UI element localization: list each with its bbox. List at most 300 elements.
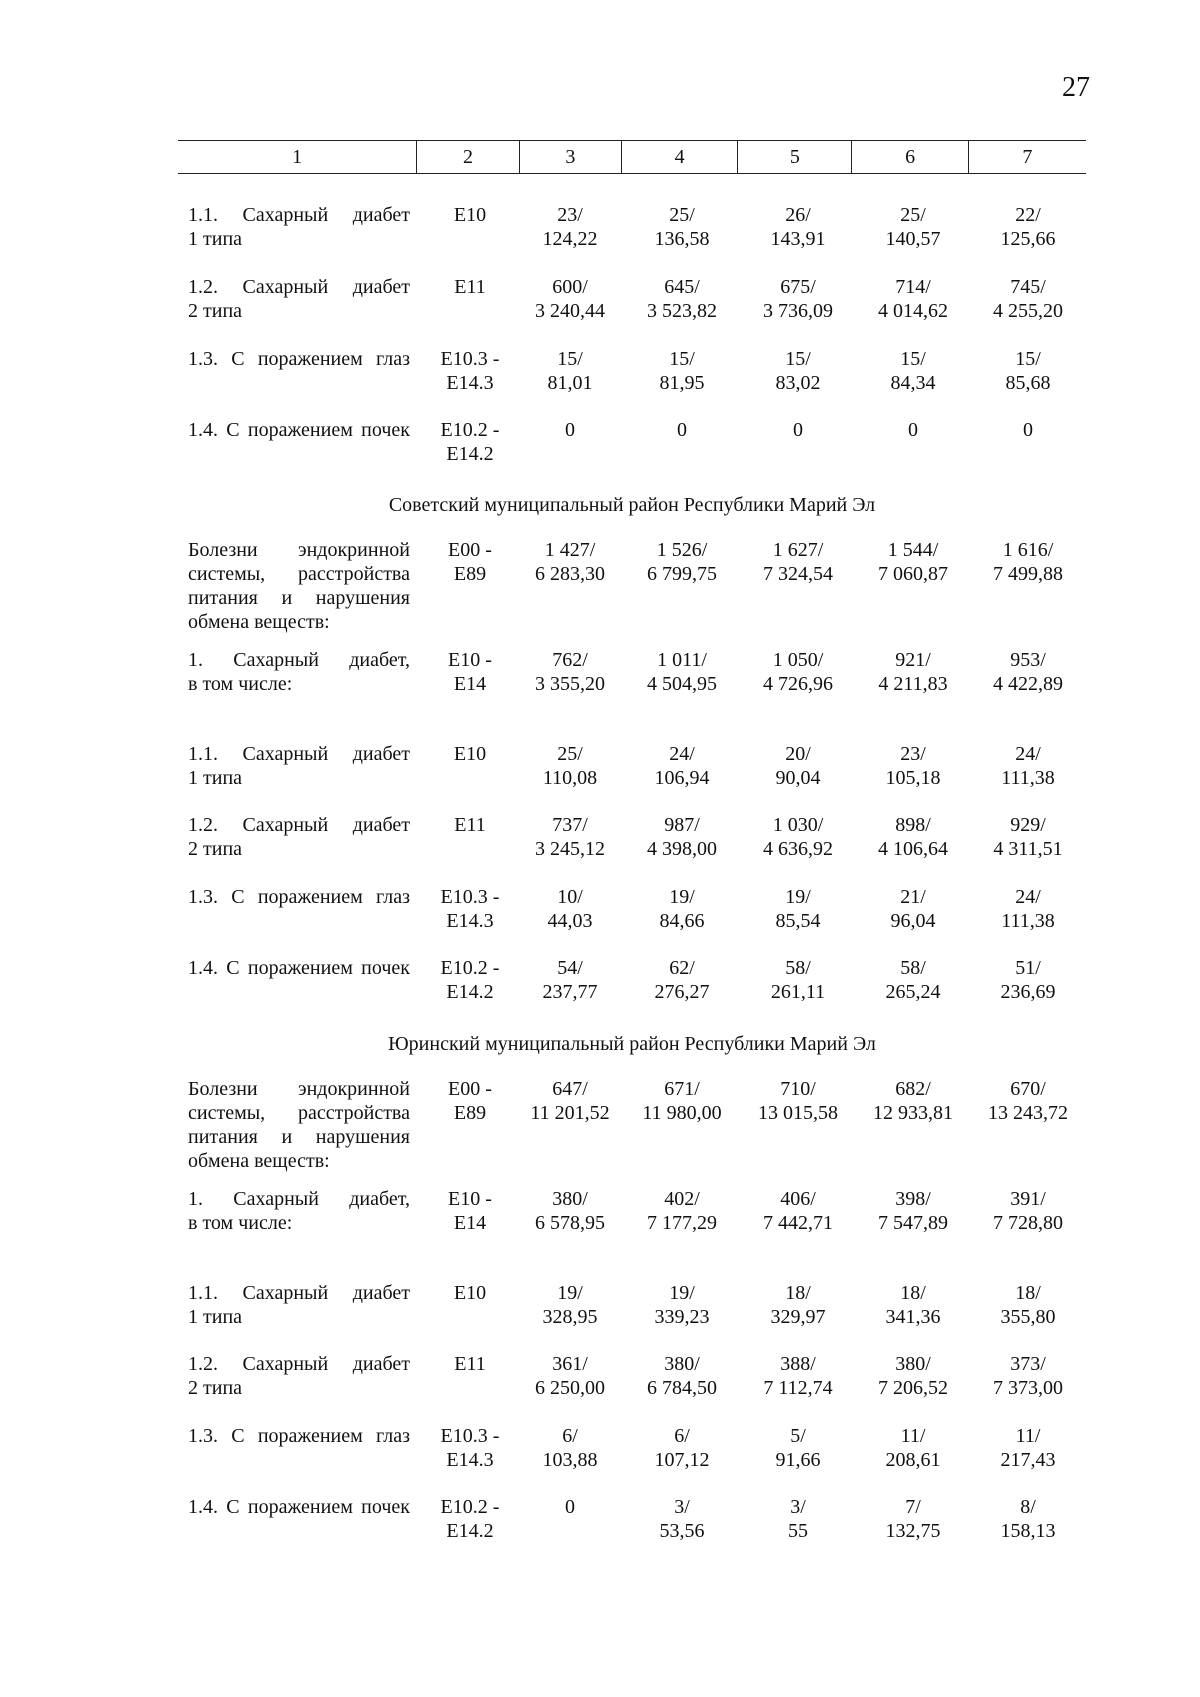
- value-cell: [632, 742, 732, 790]
- value-count: 19/: [669, 1282, 695, 1304]
- icd-code: [420, 1424, 520, 1472]
- value-count: 15/: [900, 348, 926, 370]
- row-label-line: 1.2. Сахарный диабет: [188, 276, 410, 298]
- value-cell: [632, 1352, 732, 1400]
- row-label: [188, 956, 410, 980]
- value-rate: 11 201,52: [530, 1102, 610, 1124]
- icd-code: [420, 275, 520, 299]
- value-count: 762/: [552, 649, 588, 671]
- value-count: 15/: [557, 348, 583, 370]
- value-rate: 110,08: [542, 767, 598, 789]
- value-rate: 111,38: [1001, 767, 1055, 789]
- icd-code: [420, 1077, 520, 1125]
- value-count: 953/: [1010, 649, 1046, 671]
- value-rate: 339,23: [654, 1306, 710, 1328]
- value-cell: [520, 1077, 620, 1125]
- row-label: [188, 885, 410, 909]
- value-rate: 4 255,20: [993, 300, 1063, 322]
- value-cell: [632, 648, 732, 696]
- value-count: 23/: [557, 204, 583, 226]
- icd-code: [420, 648, 520, 696]
- value-rate: 7 206,52: [878, 1377, 948, 1399]
- value-cell: [520, 203, 620, 251]
- icd-code-line: E14: [453, 673, 487, 695]
- value-cell: [978, 203, 1078, 251]
- value-rate: 276,27: [654, 981, 710, 1003]
- value-count: 25/: [669, 204, 695, 226]
- value-cell: [978, 1424, 1078, 1472]
- value-rate: 3 736,09: [763, 300, 833, 322]
- value-rate: 6 578,95: [535, 1212, 605, 1234]
- value-cell: [632, 1495, 732, 1543]
- value-rate: 4 636,92: [763, 838, 833, 860]
- value-count: 24/: [1015, 886, 1041, 908]
- header-cell: 7: [968, 141, 1086, 174]
- row-label-line: 1.4. С поражением почек: [188, 957, 410, 979]
- value-rate: 7 547,89: [878, 1212, 948, 1234]
- value-count: 62/: [669, 957, 695, 979]
- value-count: 398/: [895, 1188, 931, 1210]
- value-rate: 4 422,89: [993, 673, 1063, 695]
- value-count: 7/: [905, 1496, 921, 1518]
- value-count: 406/: [780, 1188, 816, 1210]
- value-count: 1 616/: [1002, 539, 1054, 561]
- row-label-line: 1 типа: [188, 767, 243, 789]
- value-rate: 4 211,83: [878, 673, 948, 695]
- value-cell: [978, 885, 1078, 933]
- value-count: 600/: [552, 276, 588, 298]
- value-rate: 13 015,58: [758, 1102, 838, 1124]
- row-label: [188, 813, 410, 861]
- value-rate: 4 504,95: [647, 673, 717, 695]
- value-cell: [632, 418, 732, 442]
- row-label-line: 1.2. Сахарный диабет: [188, 814, 410, 836]
- value-count: 929/: [1010, 814, 1046, 836]
- row-label: [188, 1077, 410, 1173]
- value-cell: [748, 742, 848, 790]
- value-count: 22/: [1015, 204, 1041, 226]
- value-cell: [863, 347, 963, 395]
- value-rate: 91,66: [775, 1449, 821, 1471]
- value-rate: 85,68: [1005, 372, 1051, 394]
- row-label-line: 1 типа: [188, 1306, 243, 1328]
- value-rate: 4 311,51: [993, 838, 1063, 860]
- value-cell: [748, 813, 848, 861]
- value-count: 402/: [664, 1188, 700, 1210]
- page-number: 27: [1062, 72, 1090, 103]
- value-count: 0: [565, 419, 575, 441]
- value-rate: 125,66: [1000, 228, 1056, 250]
- value-cell: [748, 418, 848, 442]
- value-rate: 7 177,29: [647, 1212, 717, 1234]
- value-rate: 7 060,87: [878, 563, 948, 585]
- icd-code-line: E10.3 -: [440, 348, 500, 370]
- header-cell: 3: [519, 141, 621, 174]
- icd-code-line: E14.2: [446, 981, 494, 1003]
- value-cell: [520, 1352, 620, 1400]
- value-count: 987/: [664, 814, 700, 836]
- value-rate: 106,94: [654, 767, 710, 789]
- value-count: 18/: [785, 1282, 811, 1304]
- icd-code-line: E14.2: [446, 443, 494, 465]
- value-rate: 143,91: [770, 228, 826, 250]
- value-cell: [978, 1187, 1078, 1235]
- value-rate: 341,36: [885, 1306, 941, 1328]
- value-count: 10/: [557, 886, 583, 908]
- value-count: 54/: [557, 957, 583, 979]
- value-count: 0: [1023, 419, 1033, 441]
- icd-code: [420, 347, 520, 395]
- value-cell: [863, 538, 963, 586]
- value-cell: [748, 1077, 848, 1125]
- value-count: 380/: [664, 1353, 700, 1375]
- row-label-line: 1.3. С поражением глаз: [188, 348, 410, 370]
- value-rate: 103,88: [542, 1449, 598, 1471]
- value-count: 1 427/: [544, 539, 596, 561]
- value-rate: 12 933,81: [873, 1102, 953, 1124]
- value-rate: 6 799,75: [647, 563, 717, 585]
- value-count: 745/: [1010, 276, 1046, 298]
- value-cell: [748, 347, 848, 395]
- section-title: Юринский муниципальный район Республики Марий Эл: [388, 1033, 876, 1055]
- row-label: [188, 347, 410, 371]
- value-count: 1 627/: [772, 539, 824, 561]
- row-label: [188, 1495, 410, 1519]
- icd-code-line: E00 -: [448, 539, 492, 561]
- value-rate: 237,77: [542, 981, 598, 1003]
- row-label-line: 1.4. С поражением почек: [188, 419, 410, 441]
- value-cell: [632, 275, 732, 323]
- value-cell: [632, 347, 732, 395]
- icd-code-line: E14.2: [446, 1520, 494, 1542]
- value-cell: [632, 885, 732, 933]
- row-label-line: 2 типа: [188, 838, 243, 860]
- value-cell: [520, 648, 620, 696]
- row-label-line: Болезни эндокринной: [188, 539, 410, 561]
- value-rate: 55: [788, 1520, 808, 1542]
- row-label: [188, 1187, 410, 1235]
- value-cell: [978, 742, 1078, 790]
- value-rate: 96,04: [890, 910, 936, 932]
- value-cell: [520, 275, 620, 323]
- value-rate: 4 014,62: [878, 300, 948, 322]
- value-count: 26/: [785, 204, 811, 226]
- icd-code-line: E10 -: [448, 1188, 492, 1210]
- value-rate: 7 499,88: [993, 563, 1063, 585]
- value-cell: [863, 956, 963, 1004]
- value-count: 0: [793, 419, 803, 441]
- value-rate: 7 112,74: [763, 1377, 833, 1399]
- value-count: 647/: [552, 1078, 588, 1100]
- value-rate: 3 245,12: [535, 838, 605, 860]
- value-cell: [632, 956, 732, 1004]
- value-rate: 217,43: [1000, 1449, 1056, 1471]
- row-label-line: 1 типа: [188, 228, 243, 250]
- row-label-line: 1.4. С поражением почек: [188, 1496, 410, 1518]
- value-count: 15/: [1015, 348, 1041, 370]
- value-cell: [748, 956, 848, 1004]
- value-cell: [978, 813, 1078, 861]
- icd-code: [420, 418, 520, 466]
- row-label-line: обмена веществ:: [188, 1150, 330, 1172]
- value-rate: 83,02: [775, 372, 821, 394]
- value-rate: 111,38: [1001, 910, 1055, 932]
- value-cell: [520, 418, 620, 442]
- value-rate: 7 324,54: [763, 563, 833, 585]
- row-label: [188, 1281, 410, 1329]
- value-count: 18/: [1015, 1282, 1041, 1304]
- value-count: 51/: [1015, 957, 1041, 979]
- value-cell: [863, 203, 963, 251]
- value-count: 24/: [1015, 743, 1041, 765]
- value-count: 361/: [552, 1353, 588, 1375]
- value-rate: 107,12: [654, 1449, 710, 1471]
- column-header: [178, 140, 1086, 174]
- value-cell: [978, 1352, 1078, 1400]
- value-rate: 7 442,71: [763, 1212, 833, 1234]
- icd-code-line: E11: [454, 276, 486, 298]
- value-rate: 53,56: [659, 1520, 705, 1542]
- value-cell: [978, 275, 1078, 323]
- row-label-line: 1. Сахарный диабет,: [188, 649, 410, 671]
- value-cell: [863, 1281, 963, 1329]
- value-cell: [978, 956, 1078, 1004]
- value-count: 682/: [895, 1078, 931, 1100]
- header-cell: 2: [417, 141, 519, 174]
- header-cell: 5: [738, 141, 852, 174]
- row-label-line: 1.3. С поражением глаз: [188, 1425, 410, 1447]
- value-cell: [632, 1077, 732, 1125]
- row-label-line: системы, расстройства: [188, 1102, 410, 1124]
- row-label: [188, 742, 410, 790]
- section-title: Советский муниципальный район Республики Марий Эл: [388, 494, 876, 516]
- icd-code-line: E10.2 -: [440, 1496, 500, 1518]
- value-cell: [520, 885, 620, 933]
- value-rate: 44,03: [547, 910, 593, 932]
- icd-code-line: E11: [454, 1353, 486, 1375]
- value-count: 0: [908, 419, 918, 441]
- value-count: 1 050/: [772, 649, 824, 671]
- icd-code: [420, 1495, 520, 1543]
- value-count: 58/: [785, 957, 811, 979]
- value-rate: 236,69: [1000, 981, 1056, 1003]
- row-label-line: 1. Сахарный диабет,: [188, 1188, 410, 1210]
- value-count: 19/: [669, 886, 695, 908]
- value-cell: [863, 1077, 963, 1125]
- value-count: 898/: [895, 814, 931, 836]
- row-label-line: 1.2. Сахарный диабет: [188, 1353, 410, 1375]
- icd-code-line: E89: [453, 563, 487, 585]
- value-cell: [978, 347, 1078, 395]
- value-cell: [748, 885, 848, 933]
- value-count: 373/: [1010, 1353, 1046, 1375]
- value-rate: 4 398,00: [647, 838, 717, 860]
- icd-code-line: E00 -: [448, 1078, 492, 1100]
- value-cell: [632, 813, 732, 861]
- value-count: 5/: [790, 1425, 806, 1447]
- value-count: 391/: [1010, 1188, 1046, 1210]
- value-rate: 6 283,30: [535, 563, 605, 585]
- icd-code: [420, 538, 520, 586]
- value-count: 6/: [674, 1425, 690, 1447]
- row-label-line: 1.1. Сахарный диабет: [188, 204, 410, 226]
- value-cell: [520, 1424, 620, 1472]
- value-cell: [520, 347, 620, 395]
- value-rate: 136,58: [654, 228, 710, 250]
- icd-code-line: E14.3: [446, 1449, 494, 1471]
- value-count: 0: [677, 419, 687, 441]
- header-cell: 1: [178, 141, 417, 174]
- value-rate: 158,13: [1000, 1520, 1056, 1542]
- value-rate: 4 106,64: [878, 838, 948, 860]
- value-cell: [520, 1281, 620, 1329]
- value-count: 24/: [669, 743, 695, 765]
- value-rate: 81,95: [659, 372, 705, 394]
- value-rate: 4 726,96: [763, 673, 833, 695]
- icd-code-line: E10.3 -: [440, 886, 500, 908]
- icd-code-line: E11: [454, 814, 486, 836]
- value-count: 710/: [780, 1078, 816, 1100]
- icd-code: [420, 885, 520, 933]
- row-label: [188, 648, 410, 696]
- icd-code-line: E10.3 -: [440, 1425, 500, 1447]
- value-count: 8/: [1020, 1496, 1036, 1518]
- value-count: 0: [565, 1496, 575, 1518]
- value-cell: [520, 742, 620, 790]
- header-cell: 6: [852, 141, 968, 174]
- value-count: 1 544/: [887, 539, 939, 561]
- row-label-line: питания и нарушения: [188, 1126, 410, 1148]
- value-cell: [978, 648, 1078, 696]
- value-cell: [978, 538, 1078, 586]
- value-rate: 265,24: [885, 981, 941, 1003]
- icd-code-line: E14.3: [446, 910, 494, 932]
- value-rate: 329,97: [770, 1306, 826, 1328]
- value-cell: [863, 885, 963, 933]
- value-rate: 355,80: [1000, 1306, 1056, 1328]
- value-rate: 124,22: [542, 228, 598, 250]
- value-count: 25/: [557, 743, 583, 765]
- value-count: 1 030/: [772, 814, 824, 836]
- row-label: [188, 1352, 410, 1400]
- header-cell: 4: [622, 141, 738, 174]
- value-cell: [863, 418, 963, 442]
- value-rate: 261,11: [770, 981, 826, 1003]
- row-label-line: 1.1. Сахарный диабет: [188, 1282, 410, 1304]
- icd-code-line: E10: [453, 743, 487, 765]
- value-rate: 90,04: [775, 767, 821, 789]
- value-rate: 208,61: [885, 1449, 941, 1471]
- value-count: 380/: [552, 1188, 588, 1210]
- icd-code-line: E10.2 -: [440, 419, 500, 441]
- value-count: 18/: [900, 1282, 926, 1304]
- value-cell: [863, 742, 963, 790]
- row-label: [188, 418, 410, 442]
- value-cell: [863, 813, 963, 861]
- value-count: 19/: [785, 886, 811, 908]
- value-count: 15/: [785, 348, 811, 370]
- value-rate: 3 240,44: [535, 300, 605, 322]
- value-cell: [978, 1281, 1078, 1329]
- value-count: 23/: [900, 743, 926, 765]
- value-cell: [632, 203, 732, 251]
- value-count: 21/: [900, 886, 926, 908]
- value-cell: [748, 538, 848, 586]
- row-label: [188, 538, 410, 634]
- value-cell: [748, 1187, 848, 1235]
- value-cell: [863, 1187, 963, 1235]
- value-count: 1 526/: [656, 539, 708, 561]
- value-cell: [748, 1352, 848, 1400]
- value-count: 3/: [674, 1496, 690, 1518]
- value-count: 737/: [552, 814, 588, 836]
- value-count: 19/: [557, 1282, 583, 1304]
- value-count: 670/: [1010, 1078, 1046, 1100]
- row-label: [188, 203, 410, 251]
- value-count: 3/: [790, 1496, 806, 1518]
- icd-code: [420, 1187, 520, 1235]
- value-count: 58/: [900, 957, 926, 979]
- value-rate: 132,75: [885, 1520, 941, 1542]
- value-count: 1 011/: [657, 649, 707, 671]
- value-count: 675/: [780, 276, 816, 298]
- value-cell: [748, 648, 848, 696]
- row-label-line: 1.3. С поражением глаз: [188, 886, 410, 908]
- value-count: 714/: [895, 276, 931, 298]
- value-cell: [520, 1187, 620, 1235]
- row-label-line: 2 типа: [188, 300, 243, 322]
- row-label: [188, 1424, 410, 1448]
- icd-code-line: E14.3: [446, 372, 494, 394]
- row-label-line: в том числе:: [188, 1212, 293, 1234]
- value-cell: [863, 1424, 963, 1472]
- icd-code: [420, 742, 520, 766]
- value-rate: 3 523,82: [647, 300, 717, 322]
- value-cell: [520, 813, 620, 861]
- value-count: 11/: [900, 1425, 926, 1447]
- value-count: 671/: [664, 1078, 700, 1100]
- value-rate: 140,57: [885, 228, 941, 250]
- value-cell: [748, 1495, 848, 1543]
- value-rate: 7 373,00: [993, 1377, 1063, 1399]
- value-rate: 6 250,00: [535, 1377, 605, 1399]
- value-rate: 328,95: [542, 1306, 598, 1328]
- row-label-line: обмена веществ:: [188, 611, 330, 633]
- value-cell: [863, 275, 963, 323]
- value-rate: 84,34: [890, 372, 936, 394]
- value-rate: 84,66: [659, 910, 705, 932]
- value-count: 6/: [562, 1425, 578, 1447]
- value-count: 921/: [895, 649, 931, 671]
- value-rate: 85,54: [775, 910, 821, 932]
- value-cell: [978, 418, 1078, 442]
- value-cell: [863, 1495, 963, 1543]
- icd-code: [420, 1281, 520, 1305]
- value-rate: 13 243,72: [988, 1102, 1068, 1124]
- row-label-line: системы, расстройства: [188, 563, 410, 585]
- value-cell: [520, 956, 620, 1004]
- value-rate: 6 784,50: [647, 1377, 717, 1399]
- icd-code-line: E89: [453, 1102, 487, 1124]
- value-rate: 81,01: [547, 372, 593, 394]
- icd-code: [420, 813, 520, 837]
- value-cell: [863, 648, 963, 696]
- value-cell: [978, 1495, 1078, 1543]
- value-count: 380/: [895, 1353, 931, 1375]
- icd-code: [420, 1352, 520, 1376]
- value-count: 20/: [785, 743, 811, 765]
- value-count: 645/: [664, 276, 700, 298]
